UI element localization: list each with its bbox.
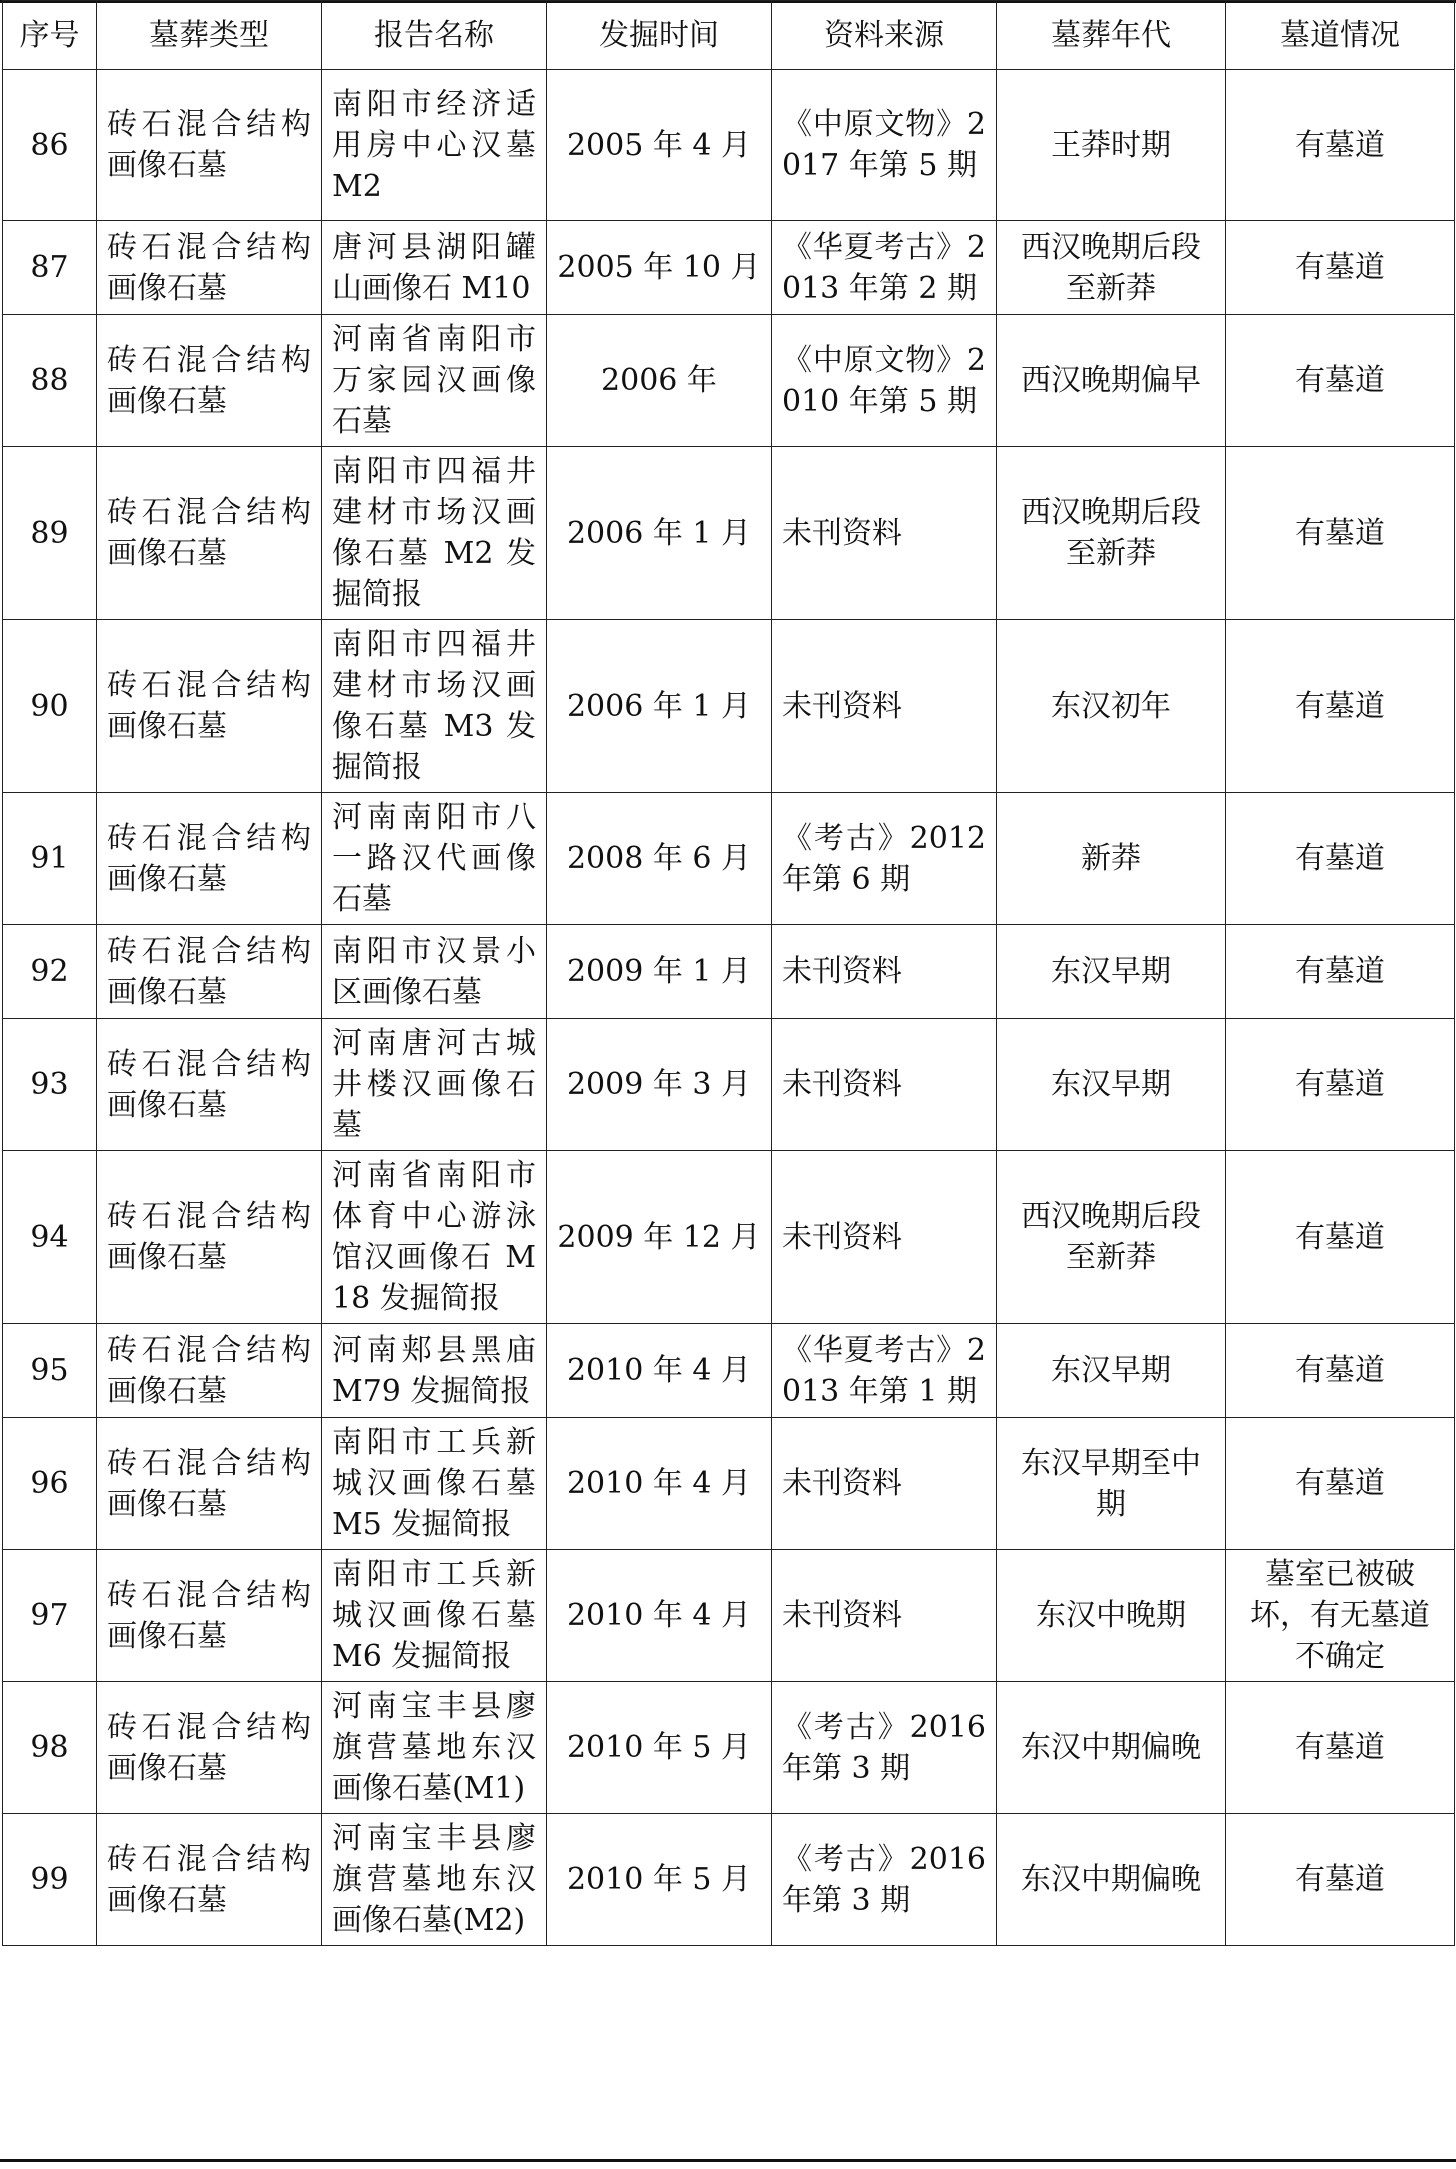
table-row [3,70,1455,221]
table-row [3,1550,1455,1682]
header-tomb-type: 墓葬类型 [97,1,322,70]
cell-number: 93 [3,1019,97,1151]
table-row [3,315,1455,447]
cell-tomb-type: 砖石混合结构画像石墓 [97,620,322,793]
cell-excavation-date: 2010 年 4 月 [547,1324,772,1418]
cell-passage: 有墓道 [1226,793,1455,925]
table-bottom-rule [0,2159,1456,2162]
table-row [3,1151,1455,1324]
cell-tomb-type: 砖石混合结构画像石墓 [97,1418,322,1550]
cell-source: 未刊资料 [772,925,997,1019]
header-report-name: 报告名称 [322,1,547,70]
cell-number: 86 [3,70,97,221]
cell-number: 90 [3,620,97,793]
cell-tomb-era: 西汉晚期后段至新莽 [997,221,1226,315]
cell-report-name: 南阳市工兵新城汉画像石墓 M6 发掘简报 [322,1550,547,1682]
cell-tomb-era: 东汉中晚期 [997,1550,1226,1682]
cell-number: 99 [3,1814,97,1946]
cell-excavation-date: 2009 年 12 月 [547,1151,772,1324]
table-row [3,221,1455,315]
header-number: 序号 [3,1,97,70]
cell-report-name: 河南郏县黑庙 M79 发掘简报 [322,1324,547,1418]
cell-number: 89 [3,447,97,620]
cell-number: 91 [3,793,97,925]
cell-number: 98 [3,1682,97,1814]
cell-tomb-type: 砖石混合结构画像石墓 [97,70,322,221]
cell-report-name: 河南省南阳市万家园汉画像石墓 [322,315,547,447]
cell-source: 《考古》2016 年第 3 期 [772,1682,997,1814]
cell-tomb-era: 东汉早期至中期 [997,1418,1226,1550]
cell-number: 92 [3,925,97,1019]
cell-tomb-type: 砖石混合结构画像石墓 [97,221,322,315]
tomb-data-table [2,0,1455,1946]
cell-excavation-date: 2010 年 5 月 [547,1682,772,1814]
cell-report-name: 唐河县湖阳罐山画像石 M10 [322,221,547,315]
cell-passage: 有墓道 [1226,1418,1455,1550]
cell-tomb-type: 砖石混合结构画像石墓 [97,1151,322,1324]
cell-report-name: 河南省南阳市体育中心游泳馆汉画像石 M18 发掘简报 [322,1151,547,1324]
table-row [3,925,1455,1019]
cell-source: 未刊资料 [772,1019,997,1151]
cell-tomb-era: 东汉早期 [997,1019,1226,1151]
cell-source: 未刊资料 [772,1550,997,1682]
cell-passage: 有墓道 [1226,1324,1455,1418]
cell-number: 88 [3,315,97,447]
cell-passage: 有墓道 [1226,1019,1455,1151]
cell-excavation-date: 2010 年 4 月 [547,1418,772,1550]
cell-excavation-date: 2005 年 4 月 [547,70,772,221]
cell-source: 《华夏考古》2013 年第 2 期 [772,221,997,315]
cell-tomb-era: 西汉晚期后段至新莽 [997,447,1226,620]
cell-tomb-type: 砖石混合结构画像石墓 [97,1324,322,1418]
cell-passage: 有墓道 [1226,221,1455,315]
cell-number: 96 [3,1418,97,1550]
cell-passage: 有墓道 [1226,1151,1455,1324]
cell-number: 97 [3,1550,97,1682]
cell-source: 未刊资料 [772,620,997,793]
cell-tomb-era: 西汉晚期偏早 [997,315,1226,447]
cell-excavation-date: 2006 年 [547,315,772,447]
cell-report-name: 河南南阳市八一路汉代画像石墓 [322,793,547,925]
cell-passage: 有墓道 [1226,620,1455,793]
cell-source: 《考古》2012 年第 6 期 [772,793,997,925]
table-row [3,1682,1455,1814]
cell-tomb-type: 砖石混合结构画像石墓 [97,447,322,620]
cell-excavation-date: 2010 年 5 月 [547,1814,772,1946]
cell-tomb-era: 东汉早期 [997,925,1226,1019]
cell-number: 87 [3,221,97,315]
cell-tomb-type: 砖石混合结构画像石墓 [97,1682,322,1814]
cell-tomb-type: 砖石混合结构画像石墓 [97,1550,322,1682]
header-excavation-date: 发掘时间 [547,1,772,70]
cell-source: 未刊资料 [772,1418,997,1550]
cell-passage: 有墓道 [1226,1814,1455,1946]
table-body [3,70,1455,1946]
cell-report-name: 南阳市汉景小区画像石墓 [322,925,547,1019]
cell-report-name: 南阳市四福井建材市场汉画像石墓 M2 发掘简报 [322,447,547,620]
table-row [3,1418,1455,1550]
cell-source: 《中原文物》2010 年第 5 期 [772,315,997,447]
cell-passage: 有墓道 [1226,447,1455,620]
cell-report-name: 南阳市四福井建材市场汉画像石墓 M3 发掘简报 [322,620,547,793]
header-passage: 墓道情况 [1226,1,1455,70]
cell-source: 未刊资料 [772,1151,997,1324]
cell-passage: 有墓道 [1226,925,1455,1019]
table-row [3,620,1455,793]
cell-passage: 有墓道 [1226,70,1455,221]
cell-source: 《中原文物》2017 年第 5 期 [772,70,997,221]
cell-excavation-date: 2009 年 1 月 [547,925,772,1019]
cell-source: 《考古》2016 年第 3 期 [772,1814,997,1946]
cell-excavation-date: 2006 年 1 月 [547,620,772,793]
cell-passage: 有墓道 [1226,1682,1455,1814]
cell-report-name: 河南宝丰县廖旗营墓地东汉画像石墓(M2) [322,1814,547,1946]
cell-tomb-era: 新莽 [997,793,1226,925]
cell-tomb-era: 东汉中期偏晚 [997,1814,1226,1946]
cell-tomb-type: 砖石混合结构画像石墓 [97,315,322,447]
cell-tomb-type: 砖石混合结构画像石墓 [97,925,322,1019]
cell-excavation-date: 2010 年 4 月 [547,1550,772,1682]
cell-tomb-era: 东汉早期 [997,1324,1226,1418]
table-row [3,1814,1455,1946]
cell-tomb-era: 东汉中期偏晚 [997,1682,1226,1814]
cell-report-name: 河南宝丰县廖旗营墓地东汉画像石墓(M1) [322,1682,547,1814]
cell-tomb-era: 西汉晚期后段至新莽 [997,1151,1226,1324]
cell-tomb-type: 砖石混合结构画像石墓 [97,1019,322,1151]
cell-excavation-date: 2009 年 3 月 [547,1019,772,1151]
table-row [3,447,1455,620]
cell-source: 《华夏考古》2013 年第 1 期 [772,1324,997,1418]
header-source: 资料来源 [772,1,997,70]
cell-tomb-type: 砖石混合结构画像石墓 [97,793,322,925]
cell-tomb-era: 王莽时期 [997,70,1226,221]
cell-number: 95 [3,1324,97,1418]
cell-excavation-date: 2005 年 10 月 [547,221,772,315]
cell-source: 未刊资料 [772,447,997,620]
cell-report-name: 南阳市工兵新城汉画像石墓 M5 发掘简报 [322,1418,547,1550]
cell-tomb-era: 东汉初年 [997,620,1226,793]
cell-passage: 墓室已被破坏，有无墓道不确定 [1226,1550,1455,1682]
cell-passage: 有墓道 [1226,315,1455,447]
cell-number: 94 [3,1151,97,1324]
table-row [3,1324,1455,1418]
cell-report-name: 南阳市经济适用房中心汉墓 M2 [322,70,547,221]
header-tomb-era: 墓葬年代 [997,1,1226,70]
table-row [3,1019,1455,1151]
cell-excavation-date: 2008 年 6 月 [547,793,772,925]
table-row [3,793,1455,925]
cell-report-name: 河南唐河古城井楼汉画像石墓 [322,1019,547,1151]
cell-tomb-type: 砖石混合结构画像石墓 [97,1814,322,1946]
table-header-row [3,1,1455,70]
cell-excavation-date: 2006 年 1 月 [547,447,772,620]
